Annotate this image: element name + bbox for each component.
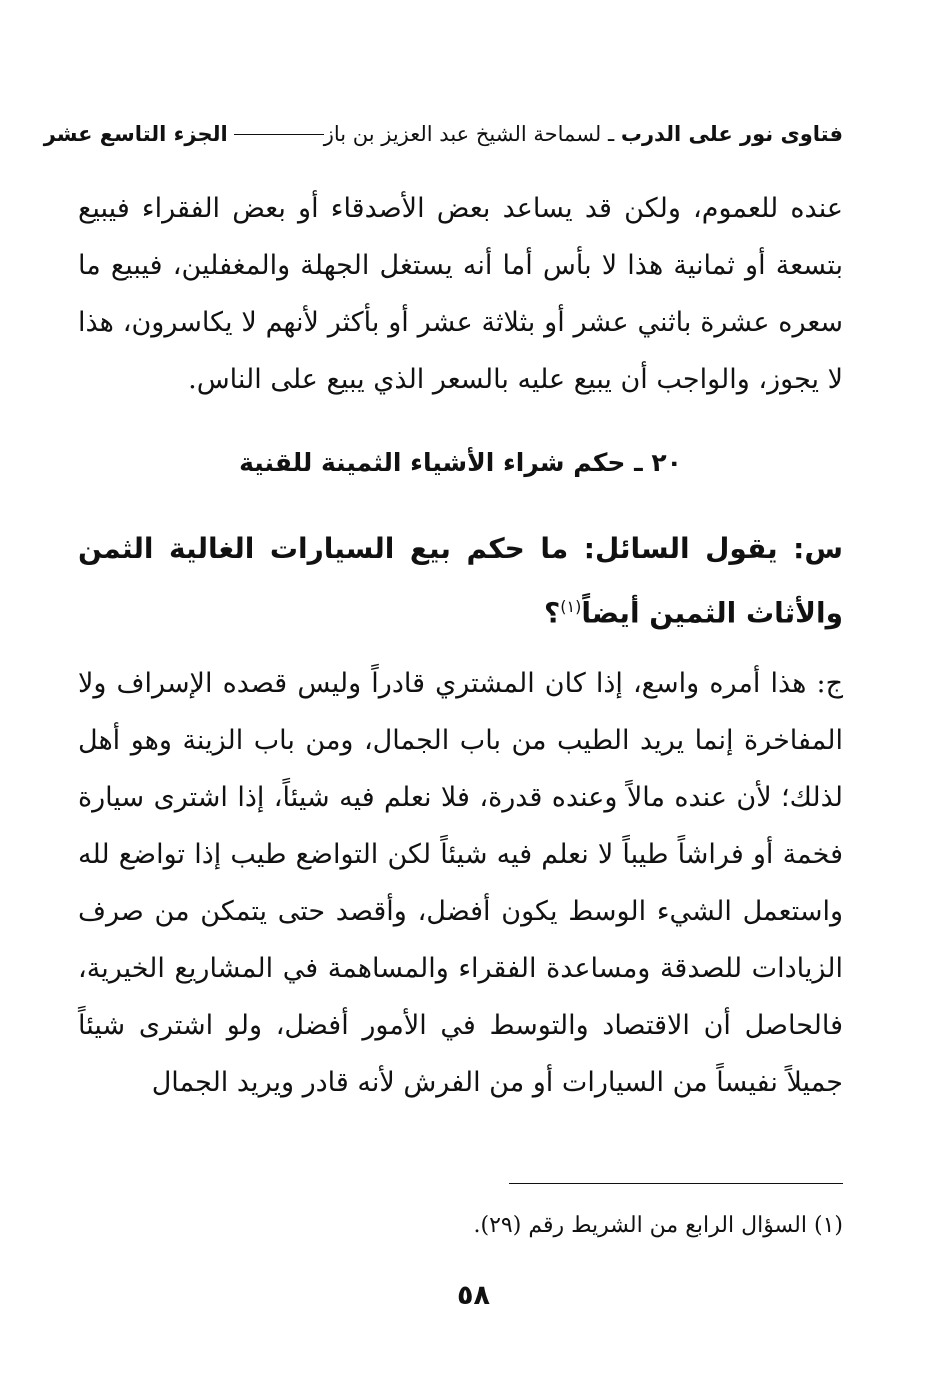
section-heading: ٢٠ ـ حكم شراء الأشياء الثمينة للقنية bbox=[239, 448, 682, 477]
footnote-divider bbox=[509, 1183, 843, 1184]
answer-paragraph: ج: هذا أمره واسع، إذا كان المشتري قادراً وليس قصده الإسراف ولا المفاخرة إنما يريد الطيب من باب الجمال، ومن باب الزينة وهو أهل لذلك؛ لأن عنده مالاً وعنده قدرة، فلا نعلم فيه شيئاً، إذا اشترى سيارة فخمة أو فراشاً طيباً لا نعلم فيه شيئاً لكن التواضع طيب إذا تواضع لله واستعمل الشيء الوسط يكون أفضل، وأقصد حتى يتمكن من صرف الزيادات للصدقة ومساعدة الفقراء والمساهمة في المشاريع الخيرية، فالحاصل أن الاقتصاد والتوسط في الأمور أفضل، ولو اشترى شيئاً جميلاً نفيساً من السيارات أو من الفرش لأنه قادر ويريد الجمال bbox=[78, 668, 843, 1098]
header-book-title: فتاوى نور على الدرب bbox=[620, 122, 843, 146]
footnote: (١) السؤال الرابع من الشريط رقم (٢٩). bbox=[473, 1213, 843, 1238]
running-header bbox=[43, 112, 843, 156]
header-volume: الجزء التاسع عشر bbox=[43, 122, 228, 146]
header-rule bbox=[234, 134, 324, 135]
header-author: ـ لسماحة الشيخ عبد العزيز بن باز bbox=[323, 122, 615, 146]
question-end-mark: ؟ bbox=[543, 596, 561, 630]
question-text: س: يقول السائل: ما حكم بيع السيارات الغالية الثمن والأثاث الثمين أيضاً bbox=[78, 532, 843, 630]
page-number: ٥٨ bbox=[457, 1280, 490, 1311]
footnote-reference: (١) bbox=[560, 597, 582, 616]
question-paragraph bbox=[78, 520, 843, 642]
header-volume-group bbox=[44, 122, 324, 146]
header-book-info bbox=[324, 122, 843, 146]
paragraph-continued: عنده للعموم، ولكن قد يساعد بعض الأصدقاء أو بعض الفقراء فيبيع بتسعة أو ثمانية هذا لا بأس أما أنه يستغل الجهلة والمغفلين، فيبيع ما سعره عشرة باثني عشر أو بثلاثة عشر أو بأكثر لأنهم لا يكاسرون، هذا لا يجوز، والواجب أن يبيع عليه بالسعر الذي يبيع على الناس. bbox=[78, 193, 843, 395]
